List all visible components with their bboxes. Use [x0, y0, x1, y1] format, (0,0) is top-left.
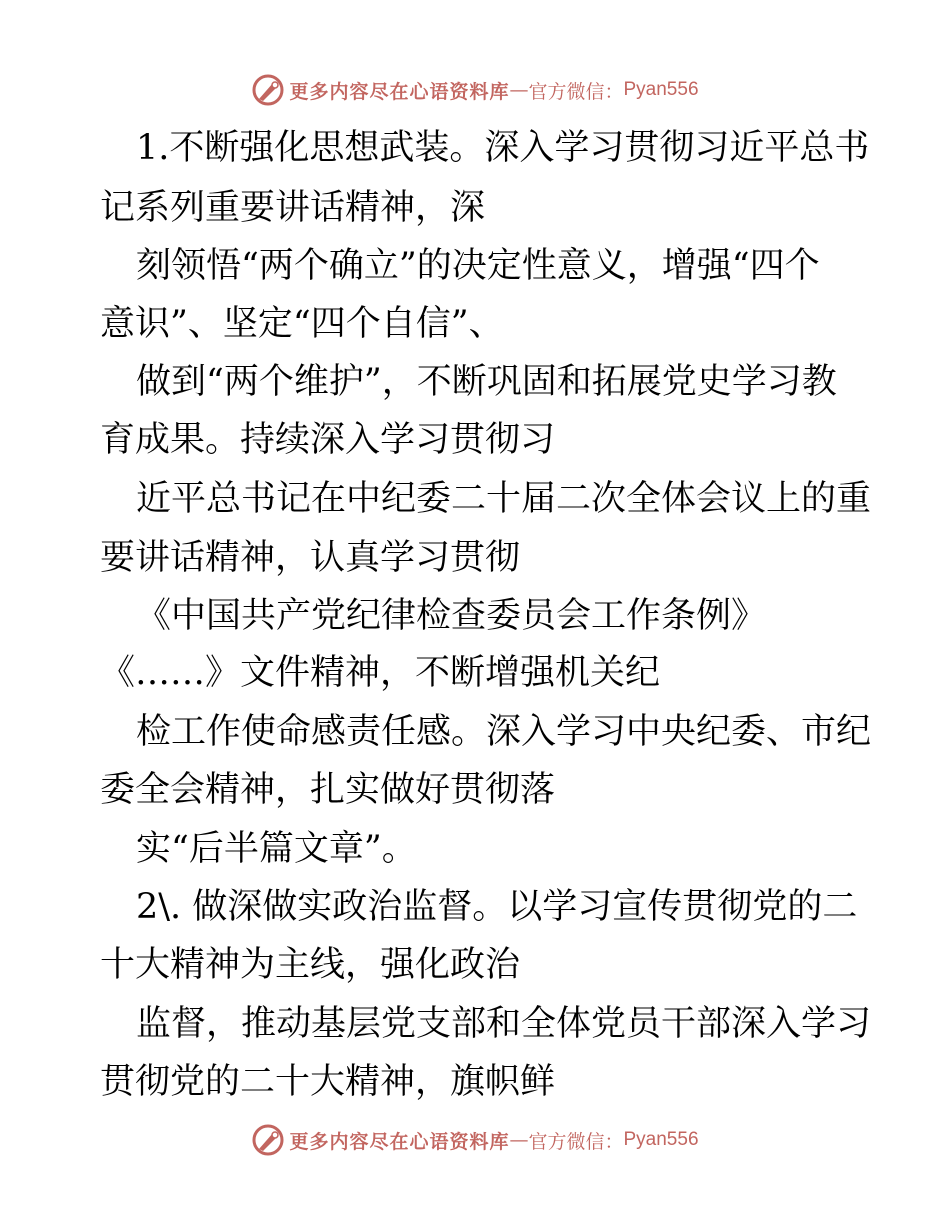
- pen-logo-icon: [251, 1123, 285, 1157]
- watermark-dash: —: [509, 1129, 529, 1151]
- watermark-wechat-id: Pyan556: [623, 79, 699, 100]
- text-line: 做到“两个维护”，不断巩固和拓展党史学习教: [136, 362, 837, 402]
- text-line: 刻领悟“两个确立”的决定性意义，增强“四个: [136, 246, 820, 286]
- text-line: 十大精神为主线，强化政治: [100, 945, 521, 985]
- text-line: 监督，推动基层党支部和全体党员干部深入学习: [136, 1004, 872, 1044]
- text-line: 实“后半篇文章”。: [136, 829, 417, 869]
- watermark-dash: —: [509, 79, 529, 101]
- text-line: 意识”、坚定“四个自信”、: [100, 304, 504, 344]
- watermark-label: 官方微信：: [528, 1130, 624, 1153]
- text-line: 贯彻党的二十大精神，旗帜鲜: [100, 1062, 556, 1102]
- watermark-wechat-id: Pyan556: [623, 1129, 699, 1150]
- text-line: 检工作使命感责任感。深入学习中央纪委、市纪: [136, 712, 872, 752]
- text-line: 1.不断强化思想武装。深入学习贯彻习近平总书: [136, 128, 870, 168]
- footer-watermark: [0, 1120, 950, 1160]
- text-line: 要讲话精神，认真学习贯彻: [100, 538, 521, 578]
- text-line: 委全会精神，扎实做好贯彻落: [100, 770, 556, 810]
- watermark-brand: 更多内容尽在心语资料库: [289, 80, 510, 103]
- text-line: 《中国共产党纪律检查委员会工作条例》: [136, 596, 767, 636]
- text-line: 2\. 做深做实政治监督。以学习宣传贯彻党的二: [136, 887, 858, 927]
- watermark-label: 官方微信：: [528, 80, 624, 103]
- text-line: 近平总书记在中纪委二十届二次全体会议上的重: [136, 479, 872, 519]
- text-line: 育成果。持续深入学习贯彻习: [100, 420, 556, 460]
- text-line: 《……》文件精神，不断增强机关纪: [100, 653, 661, 693]
- watermark-brand: 更多内容尽在心语资料库: [289, 1130, 510, 1153]
- text-line: 记系列重要讲话精神，深: [100, 188, 486, 228]
